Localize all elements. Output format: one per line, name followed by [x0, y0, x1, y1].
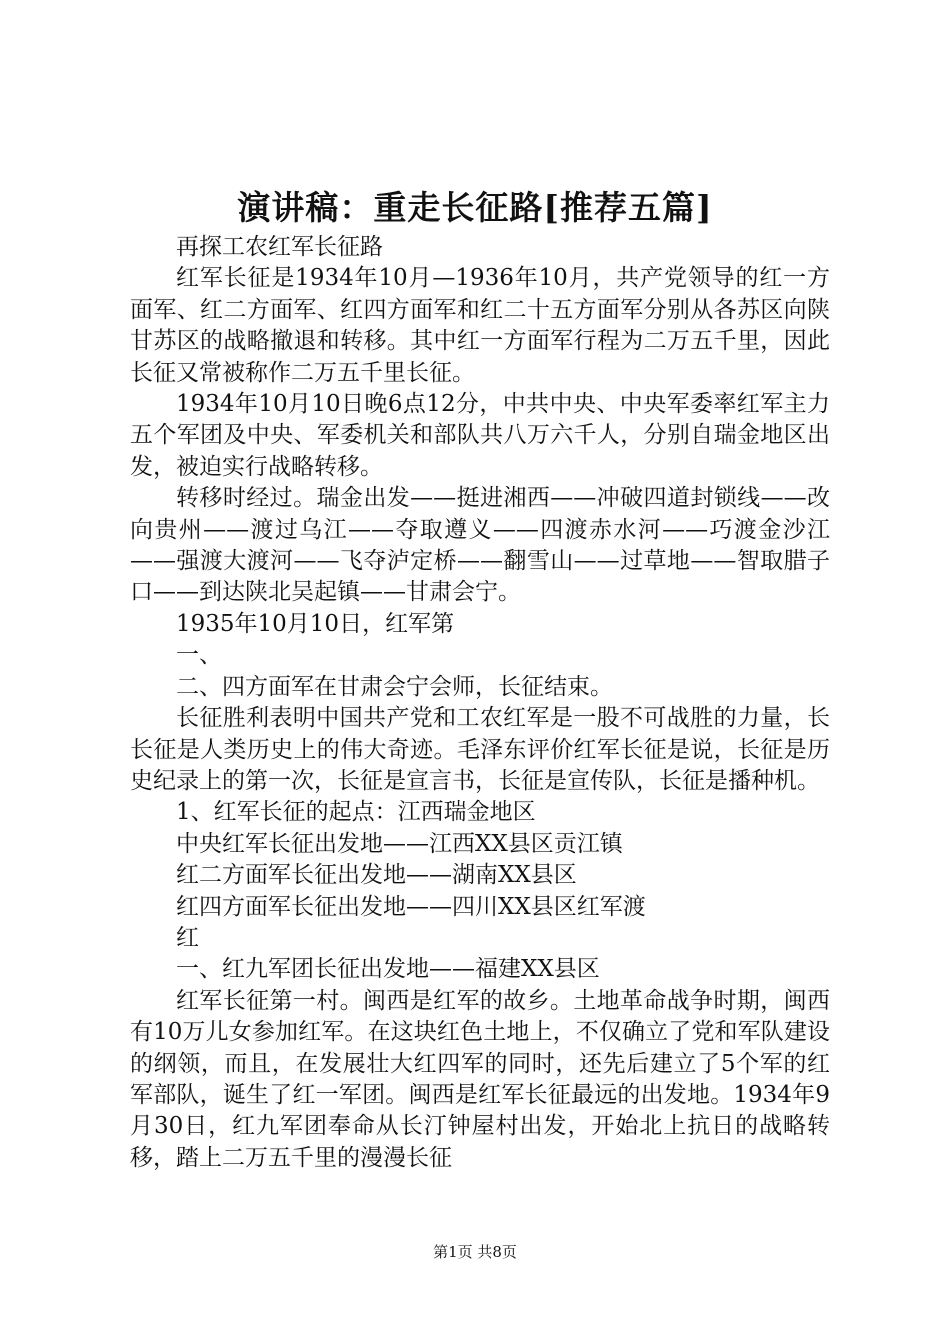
page-number-footer: 第1页 共8页: [433, 1243, 517, 1261]
document-body: [130, 232, 830, 1174]
document-title: 演讲稿：重走长征路[推荐五篇]: [237, 188, 713, 227]
paragraph: 红四方面军长征出发地——四川XX县区红军渡: [176, 893, 646, 920]
paragraph: 1934年10月10日晚6点12分，中共中央、中央军委率红军主力五个军团及中央、军委机关和部队共八万六千人，分别自瑞金地区出发，被迫实行战略转移。: [130, 391, 830, 480]
paragraph: 红二方面军长征出发地——湖南XX县区: [176, 862, 577, 889]
paragraph: 一、: [176, 642, 222, 669]
paragraph: 转移时经过。瑞金出发——挺进湘西——冲破四道封锁线——改向贵州——渡过乌江——夺取遵义——四渡赤水河——巧渡金沙江——强渡大渡河——飞夺泸定桥——翻雪山——过草地——智取腊子口——到达陕北吴起镇——甘肃会宁。: [130, 485, 830, 606]
paragraph: 红军长征是1934年10月—1936年10月，共产党领导的红一方面军、红二方面军、红四方面军和红二十五方面军分别从各苏区向陕甘苏区的战略撤退和转移。其中红一方面军行程为二万五千里，因此长征又常被称作二万五千里长征。: [130, 265, 830, 386]
paragraph: 二、四方面军在甘肃会宁会师，长征结束。: [176, 673, 613, 700]
paragraph: 再探工农红军长征路: [176, 234, 383, 260]
paragraph: 1、红军长征的起点：江西瑞金地区: [176, 799, 536, 826]
paragraph: 中央红军长征出发地——江西XX县区贡江镇: [176, 830, 623, 857]
paragraph: 红: [176, 924, 199, 951]
paragraph: 1935年10月10日，红军第: [176, 610, 455, 637]
paragraph: 红军长征第一村。闽西是红军的故乡。土地革命战争时期，闽西有10万儿女参加红军。在这块红色土地上，不仅确立了党和军队建设的纲领，而且，在发展壮大红四军的同时，还先后建立了5个军的红军部队，诞生了红一军团。闽西是红军长征最远的出发地。1934年9月30日，红九军团奉命从长汀钟屋村出发，开始北上抗日的战略转移，踏上二万五千里的漫漫长征: [130, 987, 830, 1171]
paragraph: 一、红九军团长征出发地——福建XX县区: [176, 956, 600, 983]
paragraph: 长征胜利表明中国共产党和工农红军是一股不可战胜的力量，长长征是人类历史上的伟大奇迹。毛泽东评价红军长征是说，长征是历史纪录上的第一次，长征是宣言书，长征是宣传队，长征是播种机。: [130, 705, 830, 794]
